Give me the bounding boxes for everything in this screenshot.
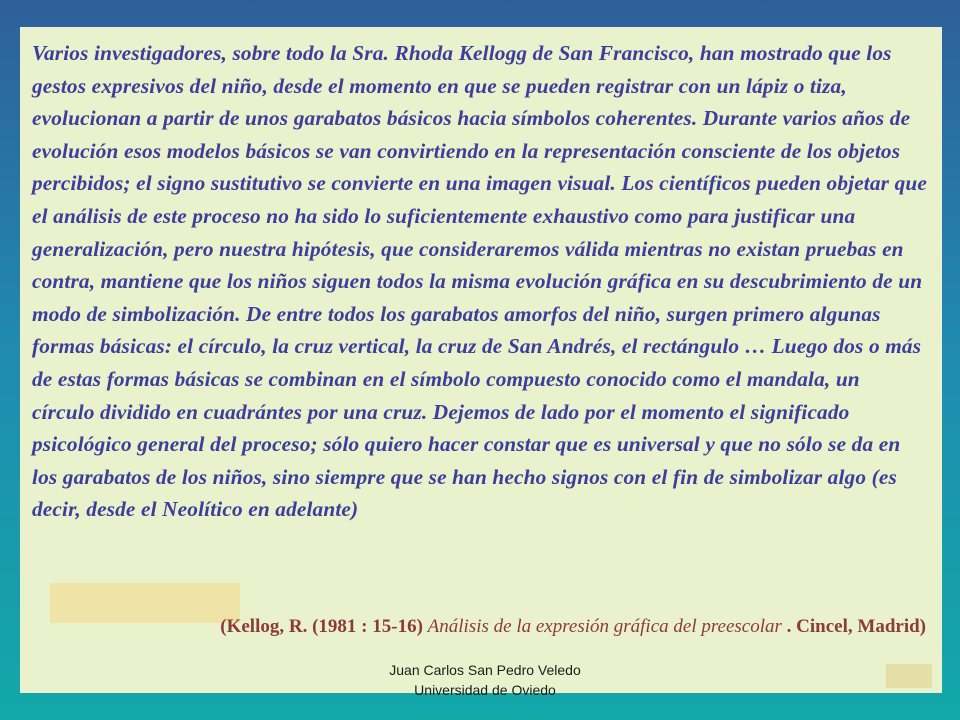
footer-institution: Universidad de Oviedo <box>414 682 556 698</box>
slide-body-text: Varios investigadores, sobre todo la Sra. Rhoda Kellogg de San Francisco, han mostrado que los gestos expresivos del niño, desde el momento en que se pueden registrar con un lápiz o tiza, evolucionan a partir de unos garabatos básicos hacia símbolos coherentes. Durante varios años de evolución esos modelos básicos se van convirtiendo en la representación consciente de los objetos percibidos; el signo sustitutivo se convierte en una imagen visual. Los científicos pueden objetar que el análisis de este proceso no ha sido lo suficientemente exhaustivo como para justificar una generalización, pero nuestra hipótesis, que consideraremos válida mientras no existan pruebas en contra, mantiene que los niños siguen todos la misma evolución gráfica en su descubrimiento de un modo de simbolización. De entre todos los garabatos amorfos del niño, surgen primero algunas formas básicas: el círculo, la cruz vertical, la cruz de San Andrés, el rectángulo … Luego dos o más de estas formas básicas se combinan en el símbolo compuesto conocido como el mandala, un círculo dividido en cuadrántes por una cruz. Dejemos de lado por el momento el significado psicológico general del proceso; sólo quiero hacer constar que es universal y que no sólo se da en los garabatos de los niños, sino siempre que se han hecho signos con el fin de simbolizar algo (es decir, desde el Neolítico en adelante) <box>32 41 927 522</box>
slide-nav-button[interactable] <box>886 664 932 688</box>
citation <box>100 612 926 642</box>
citation-publisher: . Cincel, Madrid) <box>781 616 926 637</box>
citation-reference: (Kellog, R. (1981 : 15-16) <box>220 616 428 637</box>
footer-author: Juan Carlos San Pedro Veledo <box>389 662 581 678</box>
slide-footer <box>310 660 660 700</box>
citation-title: Análisis de la expresión gráfica del preescolar <box>427 616 782 637</box>
